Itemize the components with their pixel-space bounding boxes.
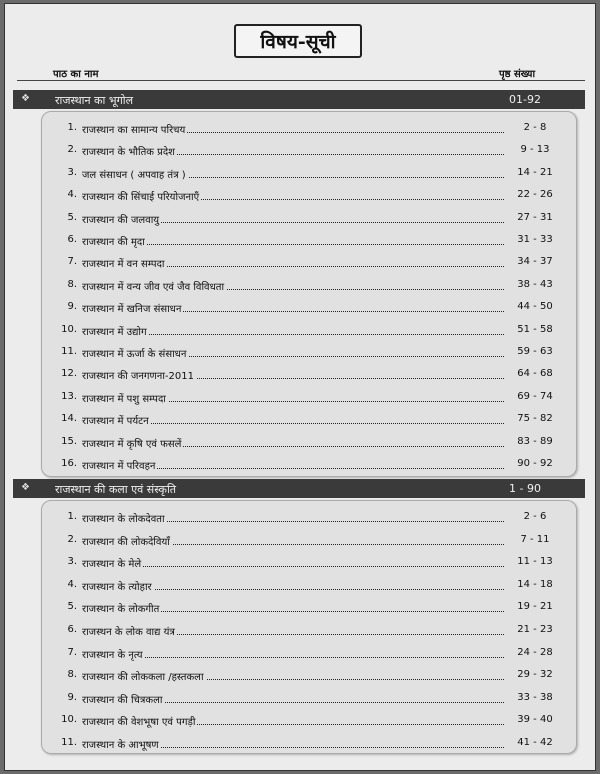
entry-number: 7. bbox=[67, 256, 77, 268]
entry-title: राजस्थन के लोक वाद्य यंत्र bbox=[82, 624, 177, 638]
entry-number: 13. bbox=[61, 390, 77, 402]
entry-title: राजस्थान में कृषि एवं फसलें bbox=[82, 436, 183, 450]
entry-number: 4. bbox=[67, 578, 77, 590]
entry-pages: 14 - 18 bbox=[517, 578, 553, 590]
entry-pages: 44 - 50 bbox=[517, 301, 553, 313]
entry-title: राजस्थान की चित्रकला bbox=[82, 692, 164, 706]
entry-pages: 90 - 92 bbox=[517, 458, 553, 469]
entry-pages: 83 - 89 bbox=[517, 435, 553, 447]
entry-number: 3. bbox=[67, 166, 77, 178]
entry-number: 6. bbox=[67, 234, 77, 245]
entry-pages: 33 - 38 bbox=[517, 691, 553, 703]
toc-entry bbox=[42, 507, 576, 529]
toc-entry bbox=[42, 230, 576, 252]
chapter-column-header: पाठ का नाम bbox=[53, 69, 99, 80]
toc-entry bbox=[42, 552, 576, 574]
entry-number: 1. bbox=[67, 511, 77, 522]
entry-title: राजस्थान के त्योहार bbox=[82, 579, 154, 593]
section-entries-panel bbox=[41, 500, 577, 754]
entry-pages: 21 - 23 bbox=[517, 624, 553, 635]
entry-number: 7. bbox=[67, 646, 77, 658]
entry-pages: 19 - 21 bbox=[517, 601, 553, 613]
toc-entry bbox=[42, 665, 576, 687]
entry-pages: 59 - 63 bbox=[517, 346, 553, 357]
toc-entry bbox=[42, 688, 576, 710]
entry-pages: 75 - 82 bbox=[517, 413, 553, 425]
toc-entry bbox=[42, 454, 576, 476]
entry-pages: 29 - 32 bbox=[517, 669, 553, 681]
entry-number: 10. bbox=[61, 714, 77, 726]
entry-title: राजस्थान की सिंचाई परियोजनाएँ bbox=[82, 189, 201, 203]
toc-entry bbox=[42, 733, 576, 755]
toc-entry bbox=[42, 185, 576, 207]
entry-pages: 38 - 43 bbox=[517, 278, 553, 290]
entry-number: 16. bbox=[61, 458, 77, 469]
toc-entry bbox=[42, 163, 576, 185]
section-title: राजस्थान की कला एवं संस्कृति bbox=[55, 483, 177, 496]
entry-number: 3. bbox=[67, 556, 77, 568]
entry-title: राजस्थान की मृदा bbox=[82, 234, 147, 248]
entry-title: जल संसाधन ( अपवाह तंत्र ) bbox=[82, 167, 188, 181]
entry-pages: 11 - 13 bbox=[517, 556, 553, 568]
entry-title: राजस्थान की जलवायु bbox=[82, 212, 161, 226]
entry-title: राजस्थान की लोकदेवियाँ bbox=[82, 534, 172, 548]
entry-title: राजस्थान में पर्यटन bbox=[82, 413, 151, 427]
entry-number: 2. bbox=[67, 533, 77, 545]
toc-page bbox=[4, 3, 596, 771]
page-column-header: पृष्ठ संख्या bbox=[499, 69, 536, 80]
entry-pages: 64 - 68 bbox=[517, 368, 553, 380]
toc-entry bbox=[42, 387, 576, 409]
entry-number: 11. bbox=[61, 346, 77, 357]
entry-number: 5. bbox=[67, 601, 77, 613]
entry-title: राजस्थान में वन्य जीव एवं जैव विविधता bbox=[82, 279, 226, 293]
entry-pages: 2 - 8 bbox=[523, 122, 547, 133]
toc-entry bbox=[42, 118, 576, 140]
entry-number: 11. bbox=[61, 737, 77, 748]
entry-title: राजस्थान के मेले bbox=[82, 556, 143, 570]
entry-pages: 51 - 58 bbox=[517, 323, 553, 335]
entry-number: 2. bbox=[67, 144, 77, 156]
toc-entry bbox=[42, 297, 576, 319]
toc-entry bbox=[42, 364, 576, 386]
toc-entry bbox=[42, 140, 576, 162]
entry-number: 12. bbox=[61, 368, 77, 380]
toc-entry bbox=[42, 710, 576, 732]
toc-entry bbox=[42, 252, 576, 274]
entry-title: राजस्थान में उद्योग bbox=[82, 324, 149, 338]
dotted-leader bbox=[82, 657, 504, 658]
entry-pages: 39 - 40 bbox=[517, 714, 553, 726]
page-title: विषय-सूची bbox=[234, 24, 362, 58]
entry-pages: 2 - 6 bbox=[523, 511, 547, 522]
toc-entry bbox=[42, 620, 576, 642]
toc-entry bbox=[42, 575, 576, 597]
diamond-bullet-icon: ❖ bbox=[21, 93, 30, 104]
toc-entry bbox=[42, 208, 576, 230]
entry-number: 4. bbox=[67, 189, 77, 201]
entry-title: राजस्थान की लोककला /हस्तकला bbox=[82, 669, 206, 683]
section-header bbox=[13, 90, 585, 109]
entry-number: 15. bbox=[61, 435, 77, 447]
section-header bbox=[13, 479, 585, 498]
entry-pages: 7 - 11 bbox=[520, 533, 550, 545]
entry-title: राजस्थान के नृत्य bbox=[82, 647, 145, 661]
toc-entry bbox=[42, 432, 576, 454]
entry-number: 6. bbox=[67, 624, 77, 635]
entry-pages: 31 - 33 bbox=[517, 234, 553, 245]
entry-pages: 27 - 31 bbox=[517, 211, 553, 223]
entry-title: राजस्थान के आभूषण bbox=[82, 737, 161, 751]
entry-pages: 14 - 21 bbox=[517, 166, 553, 178]
entry-title: राजस्थान की जनगणना-2011 bbox=[82, 368, 196, 382]
entry-title: राजस्थान में खनिज संसाधन bbox=[82, 301, 183, 315]
section-page-range: 1 - 90 bbox=[509, 482, 541, 495]
entry-pages: 22 - 26 bbox=[517, 189, 553, 201]
entry-number: 8. bbox=[67, 278, 77, 290]
entry-title: राजस्थान में परिवहन bbox=[82, 458, 157, 472]
entry-title: राजस्थान में पशु सम्पदा bbox=[82, 391, 168, 405]
entry-number: 8. bbox=[67, 669, 77, 681]
section-title: राजस्थान का भूगोल bbox=[55, 94, 134, 107]
entry-number: 9. bbox=[67, 301, 77, 313]
diamond-bullet-icon: ❖ bbox=[21, 482, 30, 493]
toc-entry bbox=[42, 409, 576, 431]
entry-number: 1. bbox=[67, 122, 77, 133]
entry-title: राजस्थान के लोकदेवता bbox=[82, 511, 167, 525]
entry-number: 10. bbox=[61, 323, 77, 335]
toc-entry bbox=[42, 597, 576, 619]
entry-title: राजस्थान में ऊर्जा के संसाधन bbox=[82, 346, 188, 360]
entry-title: राजस्थान का सामान्य परिचय bbox=[82, 122, 187, 136]
header-divider bbox=[17, 80, 585, 81]
entry-number: 5. bbox=[67, 211, 77, 223]
entry-pages: 24 - 28 bbox=[517, 646, 553, 658]
entry-pages: 9 - 13 bbox=[520, 144, 550, 156]
entry-title: राजस्थान में वन सम्पदा bbox=[82, 256, 166, 270]
section-page-range: 01-92 bbox=[509, 93, 541, 106]
toc-entry bbox=[42, 320, 576, 342]
entry-title: राजस्थान की वेशभूषा एवं पगड़ी bbox=[82, 714, 197, 728]
entry-title: राजस्थान के लोकगीत bbox=[82, 601, 161, 615]
entry-pages: 69 - 74 bbox=[517, 390, 553, 402]
toc-entry bbox=[42, 530, 576, 552]
entry-title: राजस्थान के भौतिक प्रदेश bbox=[82, 144, 177, 158]
toc-entry bbox=[42, 643, 576, 665]
section-entries-panel bbox=[41, 111, 577, 477]
entry-pages: 34 - 37 bbox=[517, 256, 553, 268]
toc-entry bbox=[42, 342, 576, 364]
entry-number: 14. bbox=[61, 413, 77, 425]
entry-pages: 41 - 42 bbox=[517, 737, 553, 748]
entry-number: 9. bbox=[67, 691, 77, 703]
toc-entry bbox=[42, 275, 576, 297]
dotted-leader bbox=[82, 566, 504, 567]
